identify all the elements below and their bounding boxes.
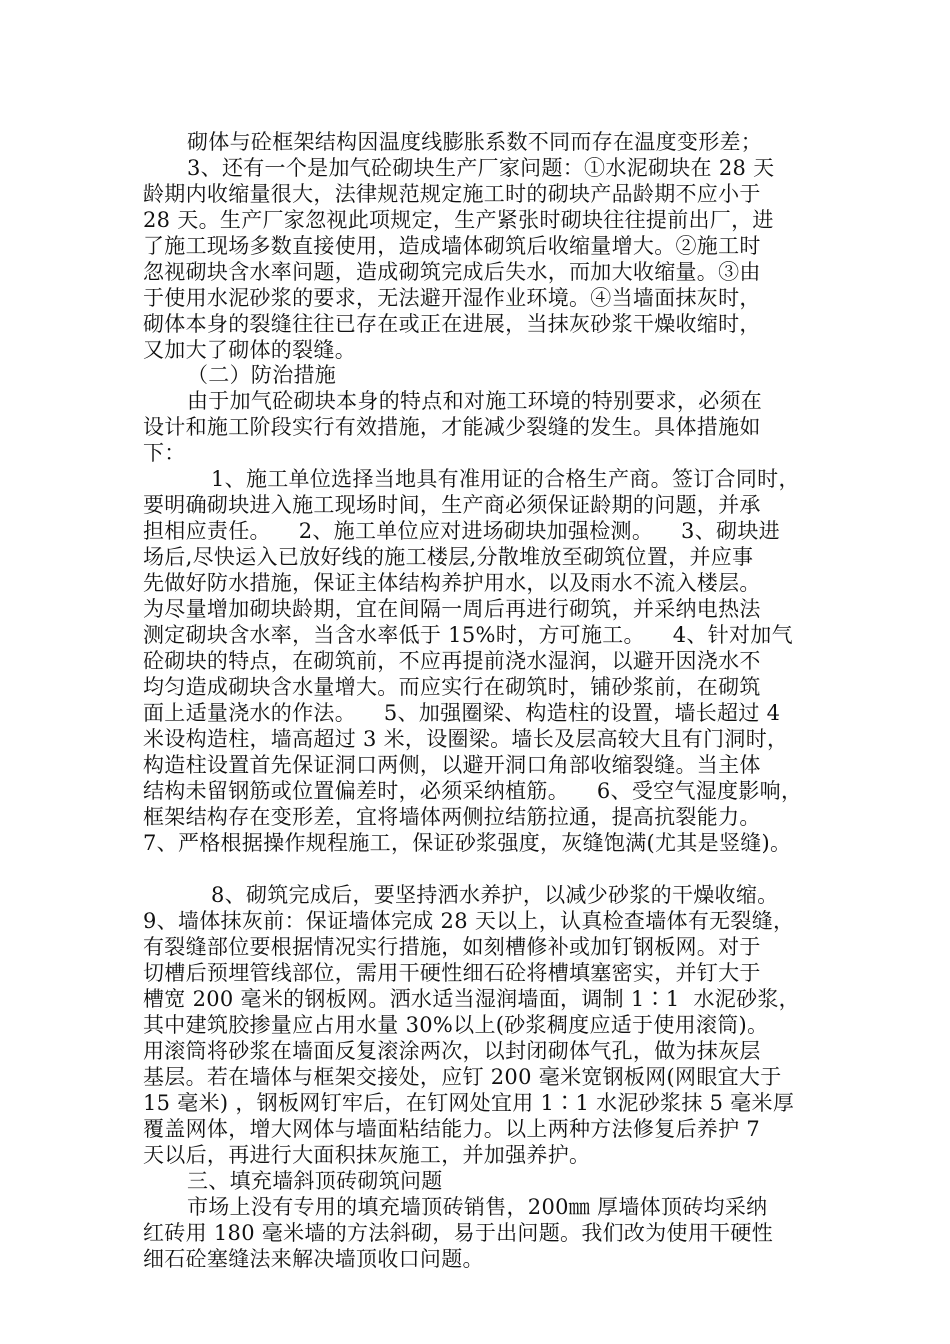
text-line: 7、严格根据操作规程施工，保证砂浆强度，灰缝饱满(尤其是竖缝)。	[143, 831, 792, 855]
text-line: 基层。若在墙体与框架交接处，应钉 200 毫米宽钢板网(网眼宜大于	[143, 1065, 782, 1089]
text-line: 担相应责任。 2、施工单位应对进场砌块加强检测。 3、砌块进	[143, 519, 780, 543]
text-line: 米设构造柱，墙高超过 3 米，设圈梁。墙长及层高较大且有门洞时，	[143, 727, 789, 751]
text-line: 市场上没有专用的填充墙顶砖销售，200㎜ 厚墙体顶砖均采纳	[187, 1195, 768, 1219]
text-line: 28 天。生产厂家忽视此项规定，生产紧张时砌块往往提前出厂，进	[143, 208, 774, 232]
text-line: 15 毫米) ，钢板网钉牢后，在钉网处宜用 1∶1 水泥砂浆抹 5 毫米厚	[143, 1091, 795, 1115]
text-line: 测定砌块含水率，当含水率低于 15%时，方可施工。 4、针对加气	[143, 623, 793, 647]
text-line: 为尽量增加砌块龄期，宜在间隔一周后再进行砌筑，并采纳电热法	[143, 597, 761, 621]
text-line: 下：	[143, 441, 186, 465]
text-line: 砌体本身的裂缝往往已存在或正在进展，当抹灰砂浆干燥收缩时，	[143, 312, 761, 336]
text-line: 龄期内收缩量很大，法律规范规定施工时的砌块产品龄期不应小于	[143, 182, 761, 206]
text-line: 有裂缝部位要根据情况实行措施，如刻槽修补或加钉钢板网。对于	[143, 935, 761, 959]
section-heading: 三、填充墙斜顶砖砌筑问题	[187, 1169, 443, 1193]
text-line: 结构未留钢筋或位置偏差时，必须采纳植筋。 6、受空气湿度影响，	[143, 779, 803, 803]
text-line: 均匀造成砌块含水量增大。而应实行在砌筑时，铺砂浆前，在砌筑	[143, 675, 761, 699]
text-line: 细石砼塞缝法来解决墙顶收口问题。	[143, 1247, 484, 1271]
text-line: 用滚筒将砂浆在墙面反复滚涂两次，以封闭砌体气孔，做为抹灰层	[143, 1039, 761, 1063]
text-line: 面上适量浇水的作法。 5、加强圈梁、构造柱的设置，墙长超过 4	[143, 701, 781, 725]
text-line: 1、施工单位选择当地具有准用证的合格生产商。签订合同时，	[211, 467, 800, 491]
text-line: 砌体与砼框架结构因温度线膨胀系数不同而存在温度变形差；	[187, 130, 763, 154]
text-line: 3、还有一个是加气砼砌块生产厂家问题：①水泥砌块在 28 天	[187, 156, 775, 180]
text-line: 场后,尽快运入已放好线的施工楼层,分散堆放至砌筑位置，并应事	[143, 545, 754, 569]
text-line: 砼砌块的特点，在砌筑前，不应再提前浇水湿润，以避开因浇水不	[143, 649, 761, 673]
text-line: 又加大了砌体的裂缝。	[143, 338, 356, 362]
text-line: 于使用水泥砂浆的要求，无法避开湿作业环境。④当墙面抹灰时，	[143, 286, 761, 310]
text-line: 了施工现场多数直接使用，造成墙体砌筑后收缩量增大。②施工时	[143, 234, 761, 258]
text-line: 其中建筑胶掺量应占用水量 30%以上(砂浆稠度应适于使用滚筒)。	[143, 1013, 769, 1037]
text-line: 覆盖网体，增大网体与墙面粘结能力。以上两种方法修复后养护 7	[143, 1117, 761, 1141]
text-line: 槽宽 200 毫米的钢板网。洒水适当湿润墙面，调制 1∶1 水泥砂浆，	[143, 987, 800, 1011]
section-heading: （二）防治措施	[187, 363, 337, 387]
text-line: 忽视砌块含水率问题，造成砌筑完成后失水，而加大收缩量。③由	[143, 260, 761, 284]
text-line: 设计和施工阶段实行有效措施，才能减少裂缝的发生。具体措施如	[143, 415, 761, 439]
text-line: 由于加气砼砌块本身的特点和对施工环境的特别要求，必须在	[187, 389, 763, 413]
text-line: 天以后，再进行大面积抹灰施工，并加强养护。	[143, 1143, 591, 1167]
text-line: 红砖用 180 毫米墙的方法斜砌，易于出问题。我们改为使用干硬性	[143, 1221, 774, 1245]
text-line: 框架结构存在变形差，宜将墙体两侧拉结筋拉通，提高抗裂能力。	[143, 805, 761, 829]
text-line: 先做好防水措施，保证主体结构养护用水，以及雨水不流入楼层。	[143, 571, 761, 595]
text-line: 8、砌筑完成后，要坚持洒水养护，以减少砂浆的干燥收缩。	[211, 883, 779, 907]
text-line: 要明确砌块进入施工现场时间，生产商必须保证龄期的问题，并承	[143, 493, 761, 517]
text-line: 9、墙体抹灰前：保证墙体完成 28 天以上，认真检查墙体有无裂缝，	[143, 909, 795, 933]
text-line: 构造柱设置首先保证洞口两侧，以避开洞口角部收缩裂缝。当主体	[143, 753, 761, 777]
text-line: 切槽后预埋管线部位，需用干硬性细石砼将槽填塞密实，并钉大于	[143, 961, 761, 985]
